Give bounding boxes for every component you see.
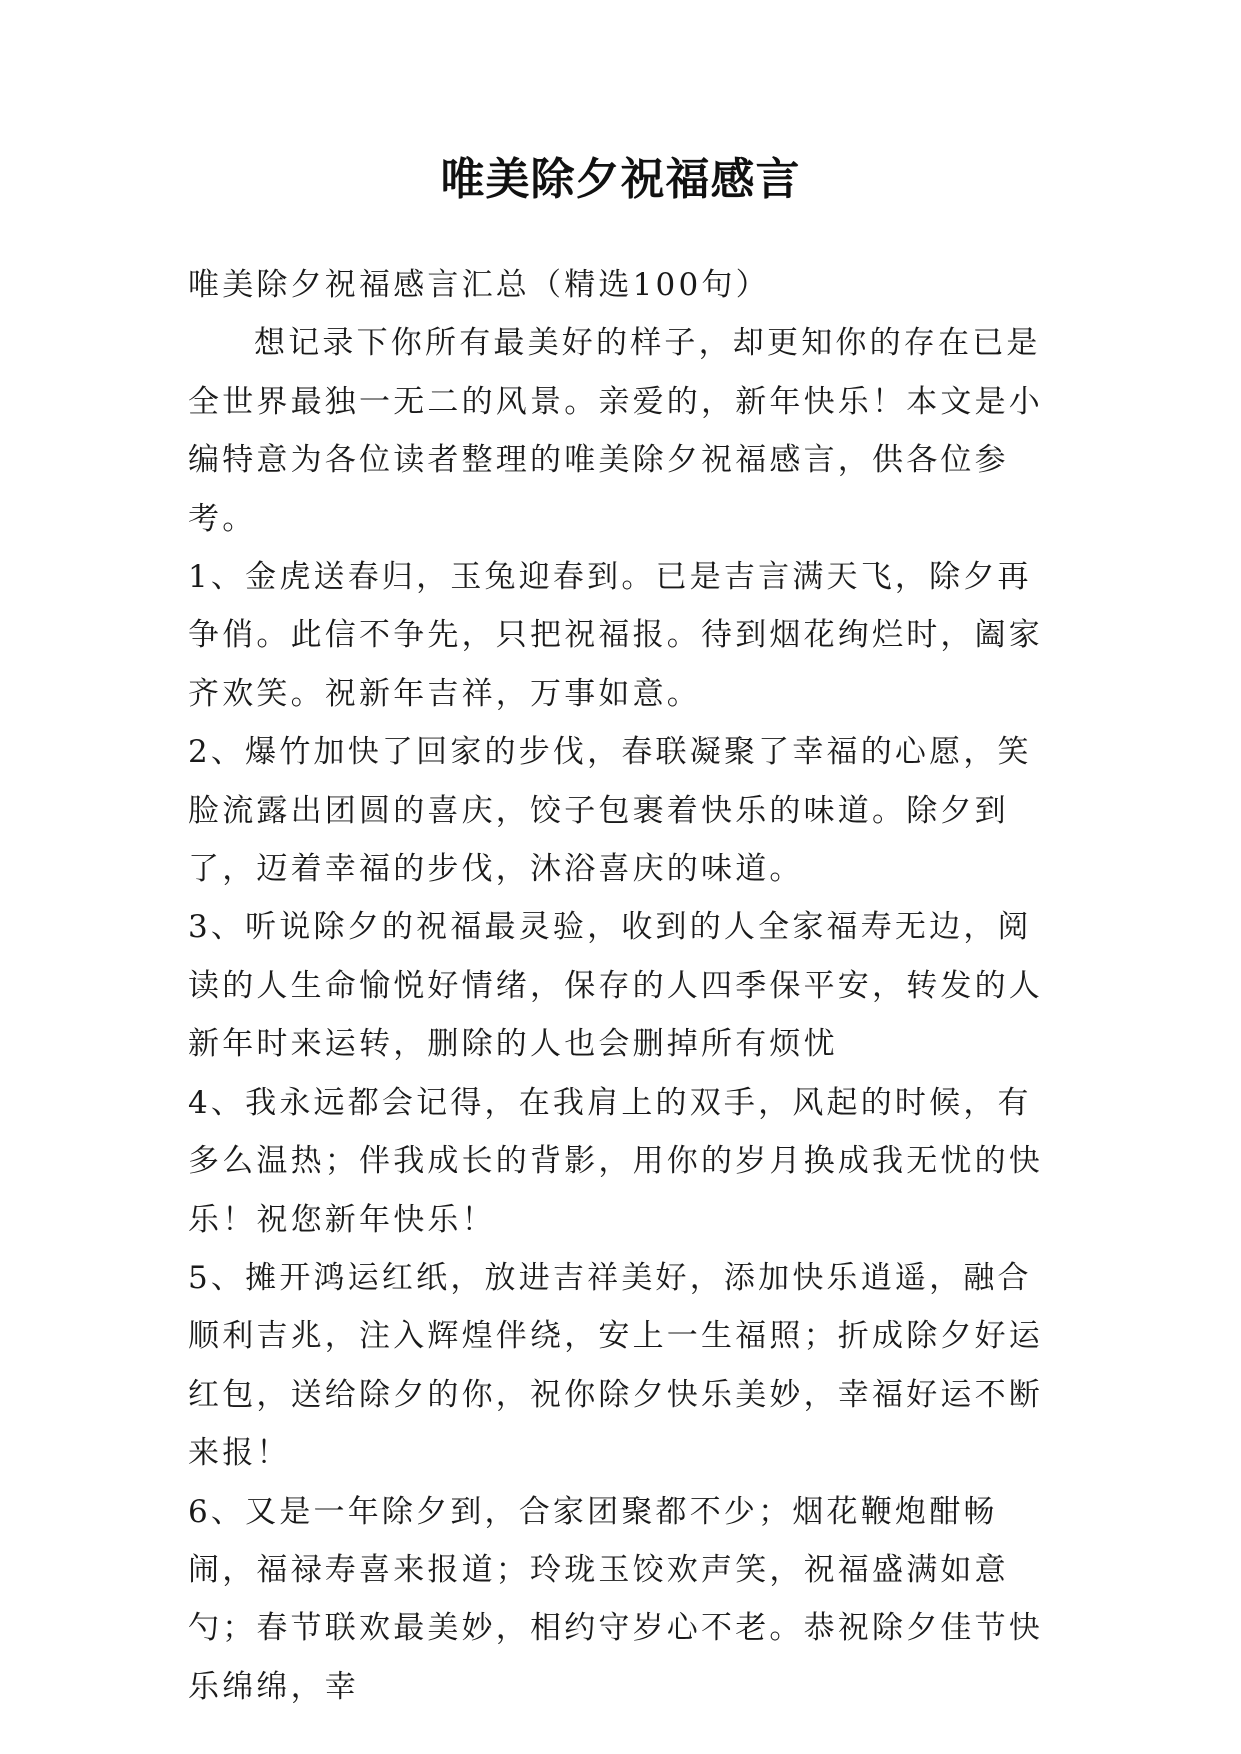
wish-item-1: 1、金虎送春归，玉兔迎春到。已是吉言满天飞，除夕再争俏。此信不争先，只把祝福报。待到烟花绚烂时，阖家齐欢笑。祝新年吉祥，万事如意。 bbox=[188, 559, 1043, 712]
wish-item-2: 2、爆竹加快了回家的步伐，春联凝聚了幸福的心愿，笑脸流露出团圆的喜庆，饺子包裹着快乐的味道。除夕到了，迈着幸福的步伐，沐浴喜庆的味道。 bbox=[188, 734, 1032, 888]
wish-item-4: 4、我永远都会记得，在我肩上的双手，风起的时候，有多么温热；伴我成长的背影，用你的岁月换成我无忧的快乐！祝您新年快乐！ bbox=[188, 1084, 1043, 1238]
wish-item-3: 3、听说除夕的祝福最灵验，收到的人全家福寿无边，阅读的人生命愉悦好情绪，保存的人四季保平安，转发的人新年时来运转，删除的人也会删掉所有烦忧 bbox=[188, 909, 1043, 1063]
document-title: 唯美除夕祝福感言 bbox=[440, 154, 801, 205]
intro-paragraph: 想记录下你所有最美好的样子，却更知你的存在已是全世界最独一无二的风景。亲爱的，新年快乐！本文是小编特意为各位读者整理的唯美除夕祝福感言，供各位参考。 bbox=[188, 325, 1043, 537]
document-subtitle: 唯美除夕祝福感言汇总（精选100句） bbox=[188, 267, 770, 303]
wish-item-5: 5、摊开鸿运红纸，放进吉祥美好，添加快乐逍遥，融合顺利吉兆，注入辉煌伴绕，安上一生福照；折成除夕好运红包，送给除夕的你，祝你除夕快乐美妙，幸福好运不断来报！ bbox=[188, 1259, 1043, 1472]
wish-item-6: 6、又是一年除夕到，合家团聚都不少；烟花鞭炮酣畅闹，福禄寿喜来报道；玲珑玉饺欢声笑，祝福盛满如意勺；春节联欢最美妙，相约守岁心不老。恭祝除夕佳节快乐绵绵，幸 bbox=[188, 1493, 1043, 1705]
document-body bbox=[188, 256, 1054, 1716]
